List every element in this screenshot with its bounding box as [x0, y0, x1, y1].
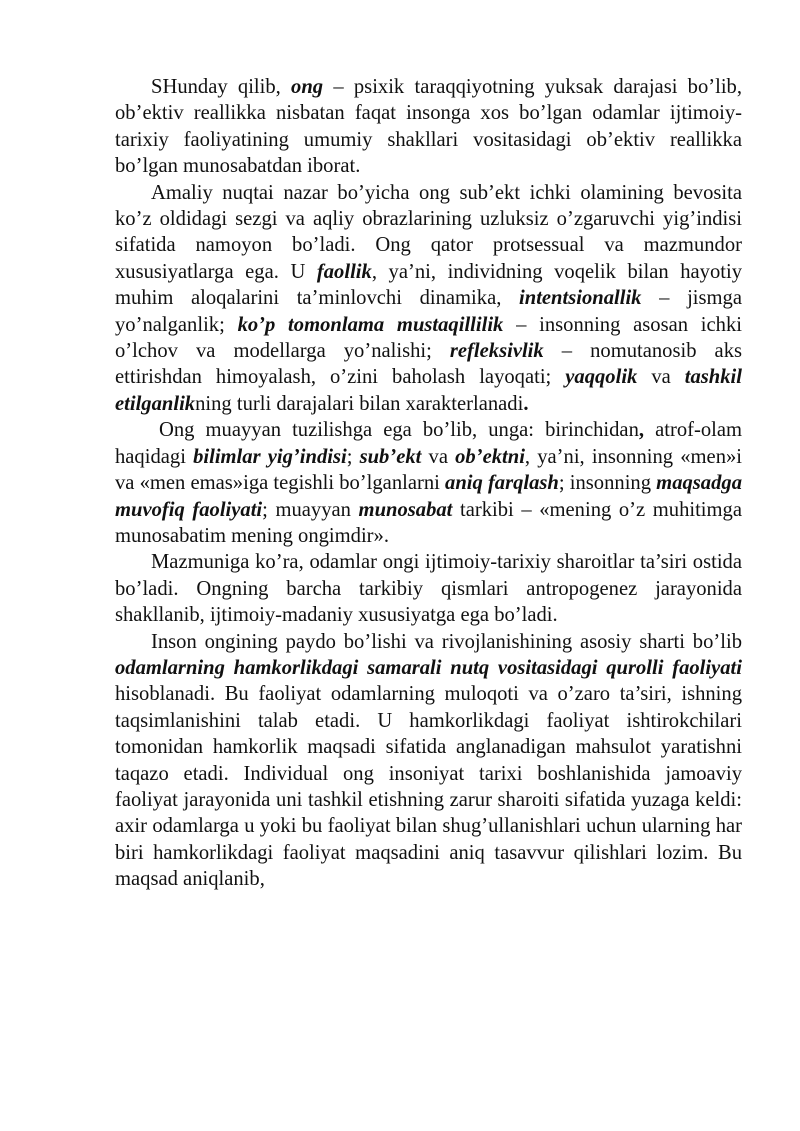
text-segment: – nomutanosib aks ettirishdan himoyalash, o’zini baholash layoqati; — [115, 340, 743, 389]
paragraph-2 — [115, 180, 742, 418]
term-ong: ong — [291, 76, 324, 98]
term-tashkil-etilganlik: tashkil etilganlik — [115, 366, 742, 415]
term-intentsionallik: intentsionallik — [519, 287, 642, 310]
text-segment: – insonning asosan ichki o’lchov va modellarga yo’nalishi; — [115, 313, 742, 363]
text-segment: – psixik taraqqiyotning yuksak darajasi bo’lib, ob’ektiv reallikka nisbatan faqat insonga xos bo’lgan odamlar ijtimoiy-tarixiy faoliyatining umumiy shakllari vositasidagi ob’ektiv reallikka bo’lgan munosabatdan iborat. — [115, 76, 743, 178]
text-segment: tarkibi – «mening o’z muhitimga munosabatim mening ongimdir». — [115, 498, 742, 547]
term-maqsadga-muvofiq-faoliyati: maqsadga muvofiq faoliyati — [115, 472, 742, 521]
text-segment: Inson ongining paydo bo’lishi va rivojlanishining asosiy sharti bo’lib — [151, 630, 742, 653]
paragraph-3 — [115, 417, 742, 549]
text-segment: atrof-olam haqidagi — [115, 419, 743, 468]
text-segment: . — [523, 392, 529, 415]
paragraph-4 — [115, 549, 742, 628]
term-munosabat: munosabat — [358, 498, 453, 521]
paragraph-5 — [115, 629, 742, 893]
text-segment: Amaliy nuqtai nazar bo’yicha ong sub’ekt ichki olamining bevosita ko’z oldidagi sezgi va aqliy obrazlarining uzluksiz o’zgaruvchi yig’indisi sifatida namoyon bo’ladi. Ong qator protsessual va mazmundor xususiyatlarga ega. U — [115, 181, 742, 283]
text-segment: ; muayyan — [262, 498, 359, 521]
text-segment: Mazmuniga ko’ra, odamlar ongi ijtimoiy-tarixiy sharoitlar ta’siri ostida bo’ladi. Ongning barcha tarkibiy qismlari antropogenez jarayonida shakllanib, ijtimoiy-madaniy xususiyatga ega bo’ladi. — [115, 551, 742, 627]
term-refleksivlik: refleksivlik — [449, 340, 544, 363]
text-segment: hisoblanadi. Bu faoliyat odamlarning muloqoti va o’zaro ta’siri, ishning taqsimlanishini talab etadi. U hamkorlikdagi faoliyat ishtirokchilari tomonidan hamkorlik maqsadi sifatida anglanadigan mahsulot yaratishni taqazo etadi. Individual ong insoniyat tarixi boshlanishida jamoaviy faoliyat jarayonida uni tashkil etishning zarur sharoiti sifatida yuzaga keldi: axir odamlarga u yoki bu faoliyat bilan shug’ullanishlari uchun ularning har biri hamkorlikdagi faoliyat maqsadini aniq tasavvur qilishlari lozim. Bu maqsad aniqlanib, — [115, 683, 742, 891]
term-subekt: sub’ekt — [359, 445, 422, 468]
term-mustaqillilik: ko’p tomonlama mustaqillilik — [237, 313, 504, 336]
text-segment: ; — [346, 445, 360, 468]
document-page — [115, 74, 742, 893]
term-hamkorlikdagi-faoliyat: odamlarning hamkorlikdagi samarali nutq vositasidagi qurolli faoliyati — [115, 656, 742, 679]
text-segment: , — [638, 419, 645, 442]
text-segment: ; insonning — [558, 472, 657, 495]
text-segment: va — [637, 366, 685, 389]
term-yaqqolik: yaqqolik — [565, 366, 638, 389]
text-segment: , ya’ni, insonning «men»i va «men emas»iga tegishli bo’lganlarni — [115, 445, 743, 495]
term-obektni: ob’ektni — [455, 445, 525, 468]
term-bilimlar-yigindisi: bilimlar yig’indisi — [193, 445, 347, 468]
text-segment: SHunday qilib, — [151, 76, 292, 98]
text-segment: Ong muayyan tuzilishga ega bo’lib, unga: birinchidan — [159, 419, 639, 442]
term-faollik: faollik — [316, 260, 372, 283]
text-segment: , ya’ni, individning voqelik bilan hayotiy muhim aloqalarini ta’minlovchi dinamika, — [115, 260, 742, 310]
term-aniq-farqlash: aniq farqlash — [445, 472, 559, 495]
paragraph-1 — [115, 74, 742, 180]
text-segment: – jismga yo’nalganlik; — [115, 287, 742, 336]
text-segment: ning turli darajalari bilan xarakterlanadi — [195, 392, 524, 415]
text-segment: va — [421, 445, 456, 468]
